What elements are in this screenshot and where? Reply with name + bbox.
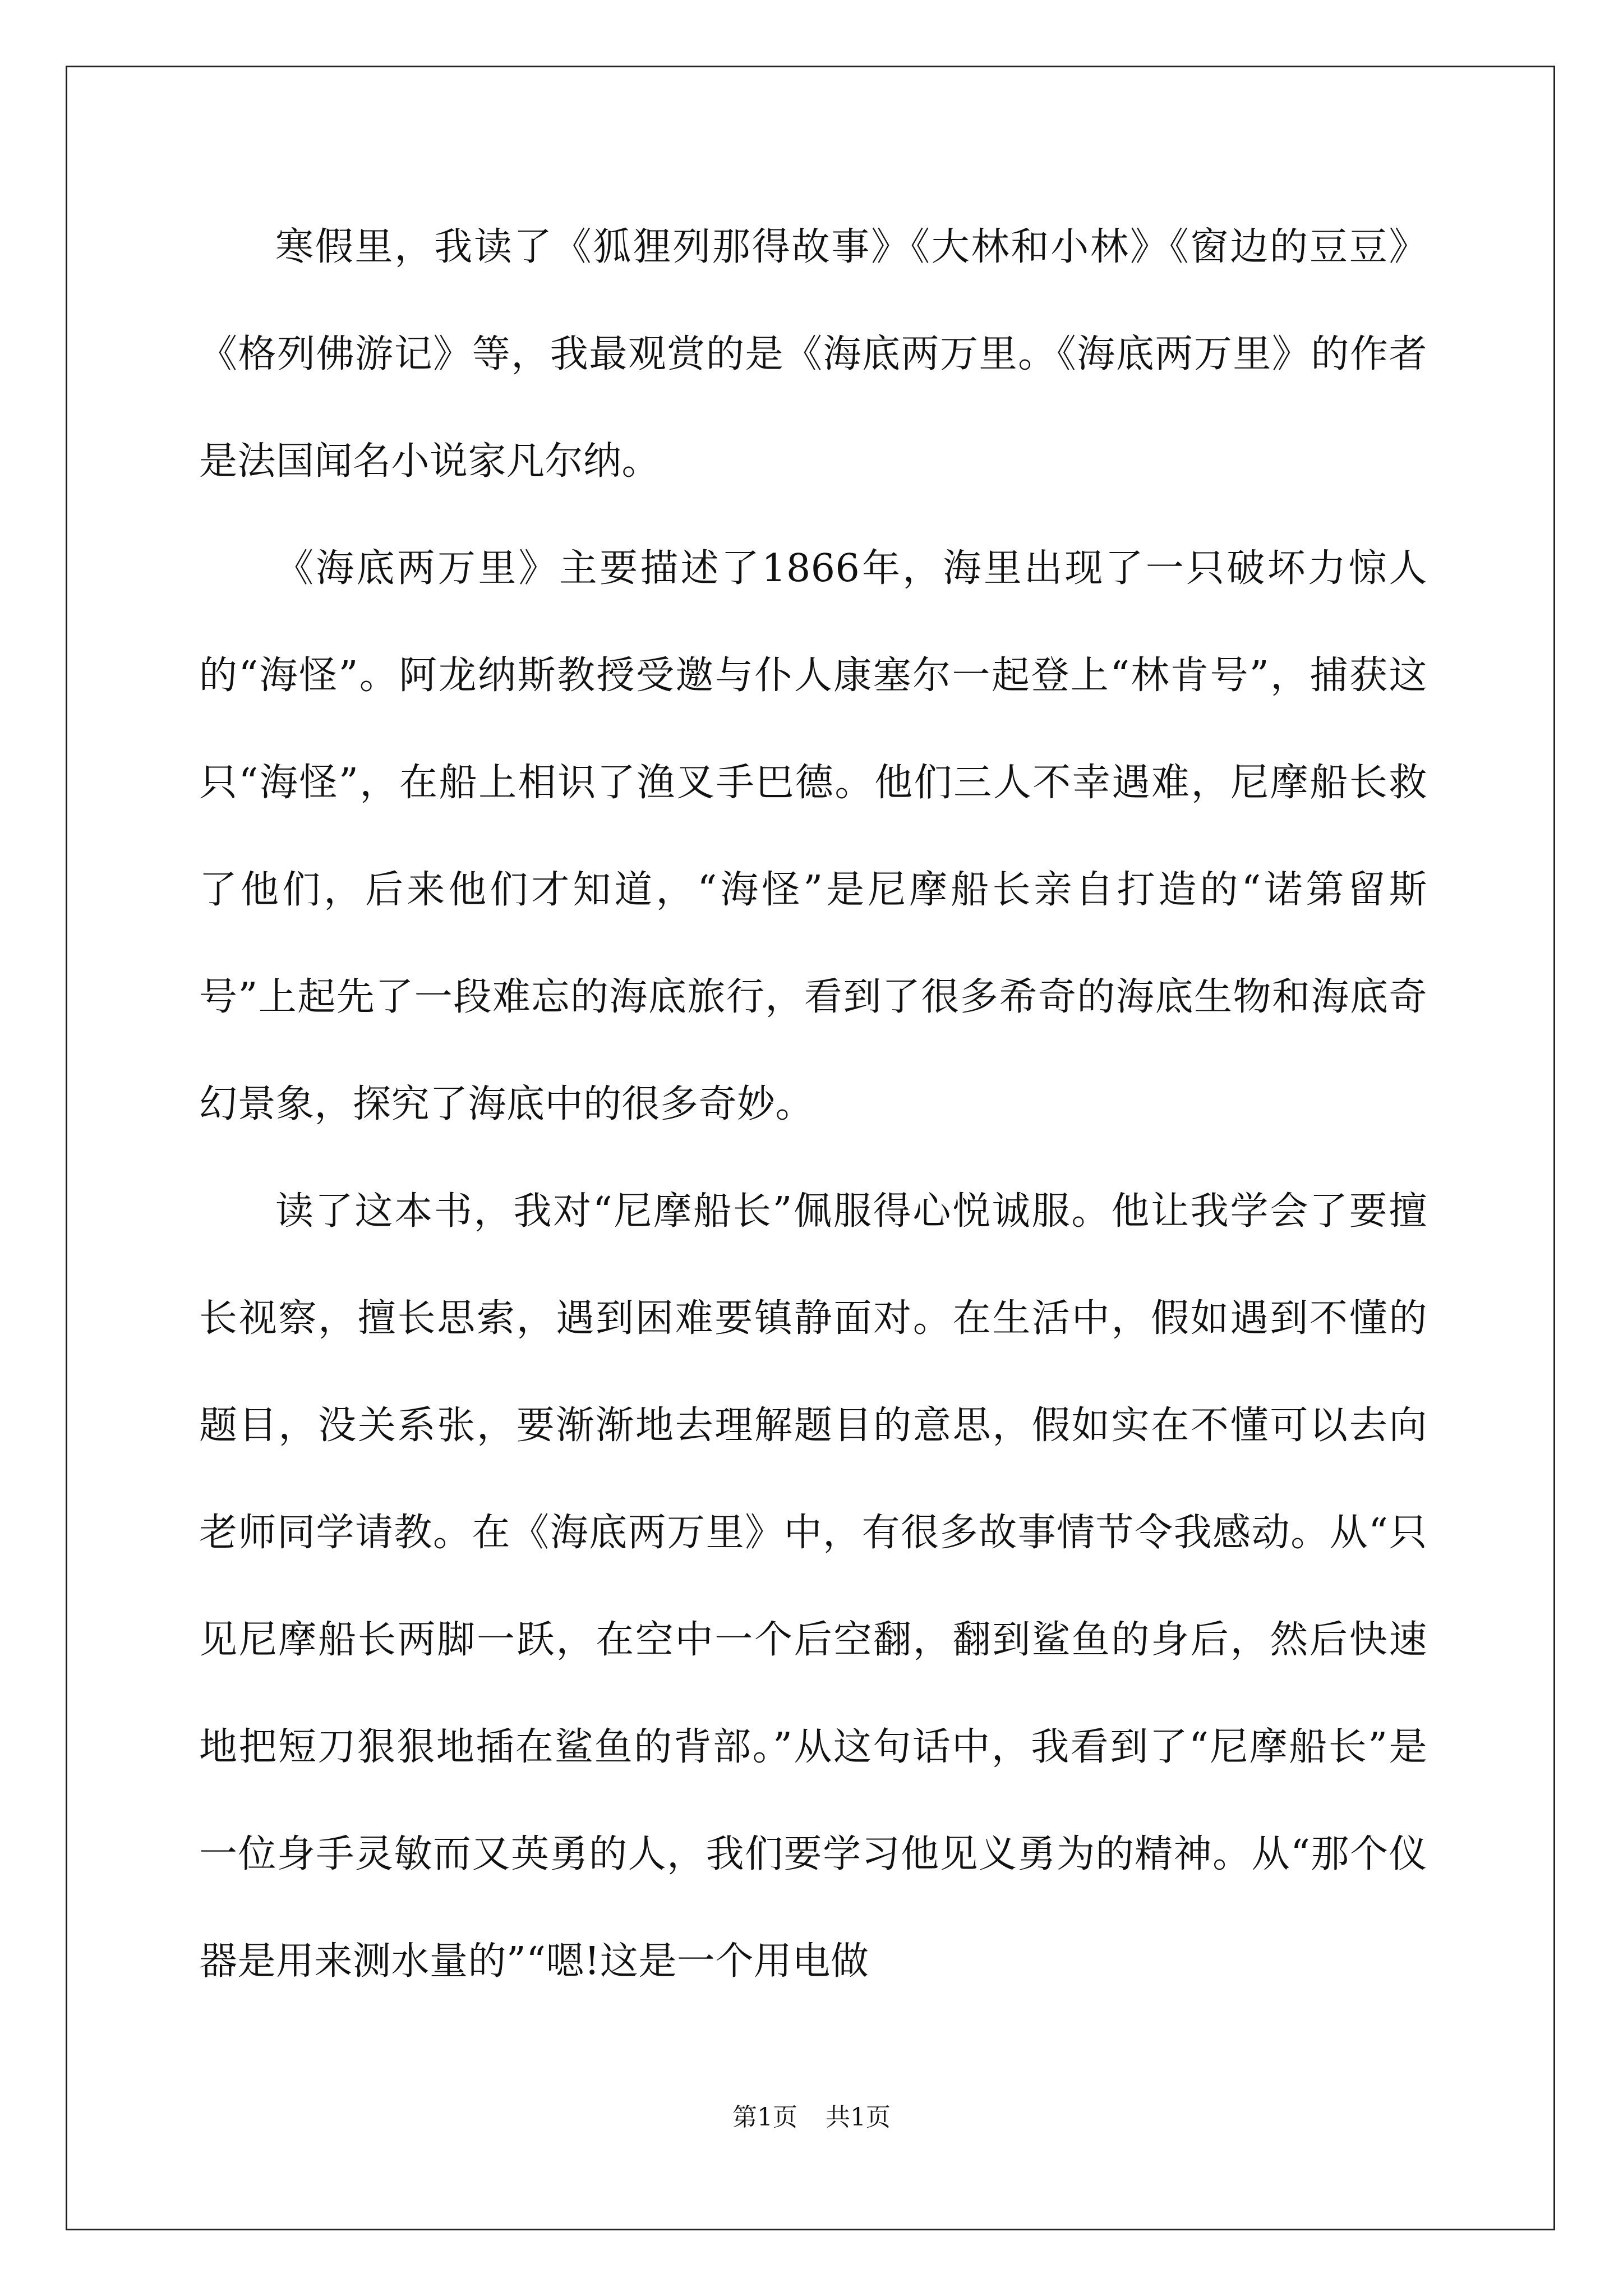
paragraph-1: 寒假里，我读了《狐狸列那得故事》《大林和小林》《窗边的豆豆》《格列佛游记》等，我最观赏的是《海底两万里。《海底两万里》的作者是法国闻名小说家凡尔纳。 xyxy=(199,225,1427,484)
page-total: 共1页 xyxy=(826,2103,891,2132)
page-number: 第1页 xyxy=(732,2103,797,2132)
paragraph-2: 《海底两万里》主要描述了1866年，海里出现了一只破坏力惊人的“海怪”。阿龙纳斯教授受邀与仆人康塞尔一起登上“林肯号”，捕获这只“海怪”，在船上相识了渔叉手巴德。他们三人不幸遇难，尼摩船长救了他们，后来他们才知道，“海怪”是尼摩船长亲自打造的“诺第留斯号”上起先了一段难忘的海底旅行，看到了很多希奇的海底生物和海底奇幻景象，探究了海底中的很多奇妙。 xyxy=(199,546,1427,1126)
paragraph-3: 读了这本书，我对“尼摩船长”佩服得心悦诚服。他让我学会了要擅长视察，擅长思索，遇到困难要镇静面对。在生活中，假如遇到不懂的题目，没关系张，要渐渐地去理解题目的意思，假如实在不懂可以去向老师同学请教。在《海底两万里》中，有很多故事情节令我感动。从“只见尼摩船长两脚一跃，在空中一个后空翻，翻到鲨鱼的身后，然后快速地把短刀狠狠地插在鲨鱼的背部。”从这句话中，我看到了“尼摩船长”是一位身手灵敏而又英勇的人，我们要学习他见义勇为的精神。从“那个仪器是用来测水量的”“嗯!这是一个用电做 xyxy=(199,1189,1427,1984)
document-body xyxy=(199,194,1427,2015)
page-footer xyxy=(0,2101,1623,2134)
